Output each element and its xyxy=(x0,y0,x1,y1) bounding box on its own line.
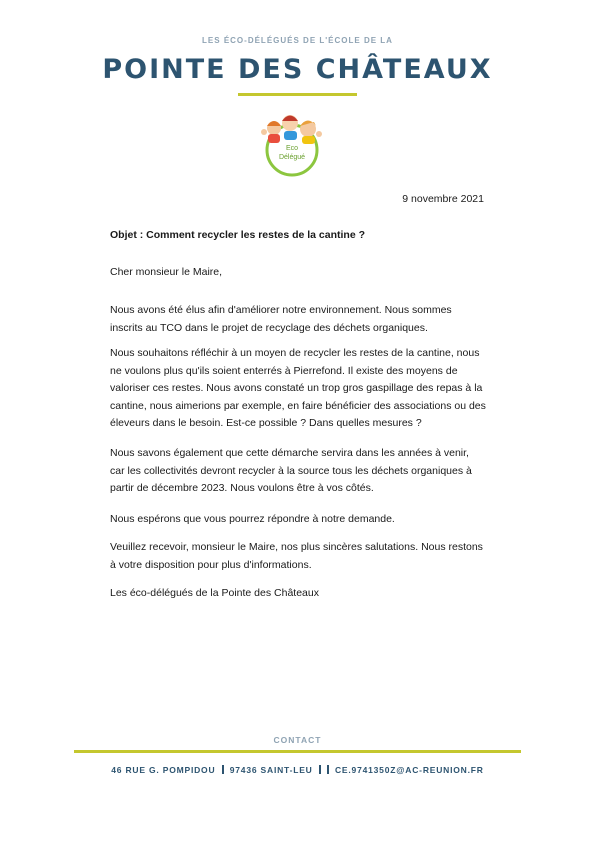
page-title: POINTE DES CHÂTEAUX xyxy=(102,54,493,85)
letter-signature: Les éco-délégués de la Pointe des Châteaux xyxy=(110,587,319,599)
footer-email[interactable]: CE.9741350Z@AC-REUNION.FR xyxy=(334,765,484,775)
contact-label: CONTACT xyxy=(273,735,322,745)
letter-paragraph: Veuillez recevoir, monsieur le Maire, nos plus sincères salutations. Nous restons à votre disposition pour plus d'informations. xyxy=(110,541,483,571)
logo-line-1: Eco xyxy=(285,145,299,152)
footer-rule xyxy=(74,750,521,753)
letter-paragraph: Nous souhaitons réfléchir à un moyen de recycler les restes de la cantine, nous ne voulons plus qu'ils soient enterrés à Pierrefond. Il existe des moyens de valoriser ces restes. Nous avons constaté un trop gros gaspillage des repas à la cantine, nous aimerions par exemple, en faire bénéficier des associations ou des éleveurs dans le besoin. Est-ce possible ? Dans quelles mesures ? xyxy=(110,347,486,429)
footer-city: 97436 SAINT-LEU xyxy=(229,765,313,775)
logo-line-2: Délégué xyxy=(278,154,306,161)
letter-subject: Objet : Comment recycler les restes de la cantine ? xyxy=(110,229,366,241)
letter-paragraph: Nous avons été élus afin d'améliorer notre environnement. Nous sommes inscrits au TCO dans le projet de recyclage des déchets organiques. xyxy=(110,304,452,334)
footer-separator xyxy=(327,765,329,774)
letter-paragraph: Nous savons également que cette démarche servira dans les années à venir, car les collectivités devront recycler à la source tous les déchets organiques à partir de décembre 2023. Nous voulons être à vos côtés. xyxy=(110,447,472,494)
header-kicker: LES ÉCO-DÉLÉGUÉS DE L'ÉCOLE DE LA xyxy=(202,36,393,45)
title-underline xyxy=(238,93,357,96)
footer-separator xyxy=(319,765,321,774)
letter-salutation: Cher monsieur le Maire, xyxy=(110,266,223,278)
letter-date: 9 novembre 2021 xyxy=(402,193,484,205)
letter-paragraph: Nous espérons que vous pourrez répondre à notre demande. xyxy=(110,513,395,525)
footer-address: 46 RUE G. POMPIDOU xyxy=(111,765,216,775)
footer-contact-line xyxy=(0,765,595,775)
eco-delegue-logo xyxy=(256,112,336,180)
logo-children-illustration xyxy=(261,115,322,144)
footer-separator xyxy=(222,765,224,774)
